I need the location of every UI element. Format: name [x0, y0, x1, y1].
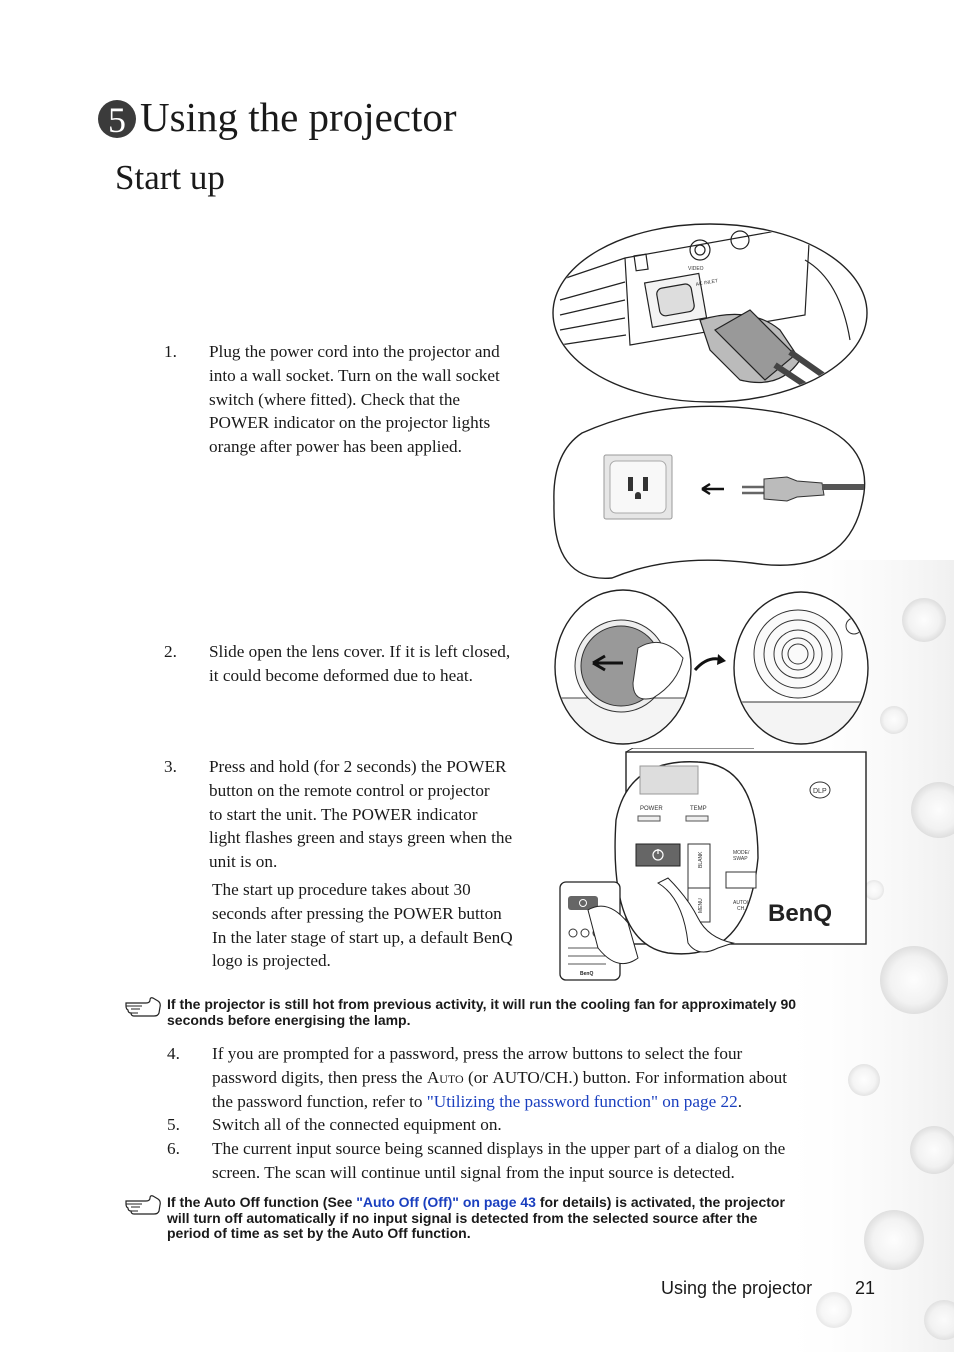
swap-button-label: SWAP — [733, 856, 748, 862]
note-line: seconds before energising the lamp. — [167, 1011, 411, 1028]
footer-section-title: Using the projector — [661, 1278, 813, 1298]
step-number: 2. — [164, 642, 177, 661]
step-line: logo is projected. — [212, 951, 331, 971]
step-line-pre: password digits, then press the — [212, 1067, 427, 1087]
step-text — [212, 1042, 787, 1113]
step-line: it could become deformed due to heat. — [209, 665, 473, 685]
step-text — [209, 640, 510, 688]
step-line: unit is on. — [209, 852, 278, 872]
step-line: light flashes green and stays green when the — [209, 828, 513, 848]
dlp-logo: DLP — [813, 788, 827, 795]
step-line: The start up procedure takes about 30 — [212, 879, 471, 899]
step-line-post: button — [453, 903, 502, 923]
step-line-mid: (or — [463, 1067, 493, 1087]
power-term: POWER — [446, 757, 507, 776]
note-line-pre: If the Auto Off function (See — [167, 1194, 357, 1210]
power-term: POWER — [209, 413, 270, 433]
pointing-hand-icon — [124, 995, 162, 1017]
step-text — [209, 340, 500, 459]
note-text — [167, 997, 877, 1028]
menu-button-label: MENU — [698, 898, 704, 913]
power-button-illustration — [558, 748, 870, 983]
step-line-post: ) button. For information about — [572, 1067, 788, 1087]
step-number: 4. — [167, 1044, 180, 1063]
pointing-hand-icon — [124, 1193, 162, 1215]
step-line: If you are prompted for a password, press the arrow buttons to select the four — [212, 1044, 743, 1063]
chapter-title: Using the projector — [140, 94, 457, 140]
step-line-pre: to start the unit. The — [209, 804, 352, 824]
wall-socket-illustration — [552, 403, 870, 583]
step-line — [209, 803, 513, 827]
step-line — [209, 755, 513, 779]
step-line — [212, 1066, 787, 1090]
video-label: VIDEO — [688, 266, 704, 272]
step-line: button on the remote control or projector — [209, 780, 490, 800]
step-line — [212, 902, 513, 926]
step-line-pre: Press and hold (for 2 seconds) the — [209, 757, 447, 776]
remote-benq-logo: BenQ — [580, 971, 594, 977]
step-line-rest: indicator on the projector lights — [269, 413, 491, 433]
curved-arrow-icon — [690, 650, 730, 675]
ac-inlet-label: AC INLET — [695, 278, 719, 288]
section-title: Start up — [115, 158, 225, 197]
chapter-heading — [98, 92, 457, 142]
power-term: POWER — [351, 804, 413, 824]
mode-button-label: MODE/ — [733, 850, 750, 856]
power-indicator-label: POWER — [640, 806, 663, 812]
power-term: POWER — [393, 903, 454, 923]
auto-off-link[interactable]: "Auto Off (Off)" on page 43 — [356, 1194, 536, 1210]
step-number: 5. — [167, 1115, 180, 1134]
note-text — [167, 1195, 877, 1242]
step-line: screen. The scan will continue until signal from the input source is detected. — [212, 1162, 735, 1182]
step-line — [212, 1090, 787, 1114]
temp-indicator-label: TEMP — [690, 806, 707, 812]
blank-button-label: BLANK — [698, 851, 704, 868]
benq-logo: BenQ — [768, 900, 833, 927]
ac-inlet-illustration — [550, 220, 870, 405]
step-line: Switch all of the connected equipment on. — [212, 1115, 502, 1134]
step-text — [212, 1137, 785, 1185]
lens-cover-illustration — [553, 588, 693, 746]
auto-ch-term: AUTO/CH. — [492, 1067, 573, 1087]
step-line: into a wall socket. Turn on the wall socket — [209, 365, 500, 385]
auto-term: Auto — [426, 1067, 464, 1087]
open-lens-illustration — [732, 590, 870, 746]
note-line: If the projector is still hot from previous activity, it will run the cooling fan for approximately 90 — [167, 996, 797, 1012]
step-number: 3. — [164, 757, 177, 776]
step-text — [209, 755, 513, 973]
step-line: switch (where fitted). Check that the — [209, 389, 461, 409]
step-line-pre: seconds after pressing the — [212, 903, 394, 923]
ch-button-label: CH. — [737, 906, 746, 912]
step-line: The current input source being scanned displays in the upper part of a dialog on the — [212, 1139, 786, 1158]
step-line: In the later stage of start up, a default BenQ — [212, 927, 513, 947]
note-line: will turn off automatically if no input signal is detected from the selected source after the — [167, 1209, 758, 1226]
step-line-post: indicator — [412, 804, 478, 824]
note-line — [167, 1195, 877, 1211]
step-line: orange after power has been applied. — [209, 437, 462, 457]
password-function-link[interactable]: "Utilizing the password function" on page 22 — [426, 1091, 738, 1111]
step-line-pre: the password function, refer to — [212, 1091, 427, 1111]
step-number: 6. — [167, 1139, 180, 1158]
auto-button-label: AUTO/ — [733, 900, 749, 906]
step-line — [209, 411, 500, 435]
note-line: period of time as set by the Auto Off function. — [167, 1225, 471, 1241]
step-number: 1. — [164, 342, 177, 361]
step-text — [212, 1113, 502, 1137]
page-number: 21 — [855, 1278, 876, 1298]
note-line-post: for details) is activated, the projector — [535, 1194, 785, 1210]
step-3-extra — [212, 878, 513, 973]
step-line-post: . — [737, 1091, 743, 1111]
step-line: Plug the power cord into the projector and — [209, 342, 500, 361]
step-line: Slide open the lens cover. If it is left closed, — [209, 642, 511, 661]
chapter-number-badge: 5 — [98, 100, 136, 138]
